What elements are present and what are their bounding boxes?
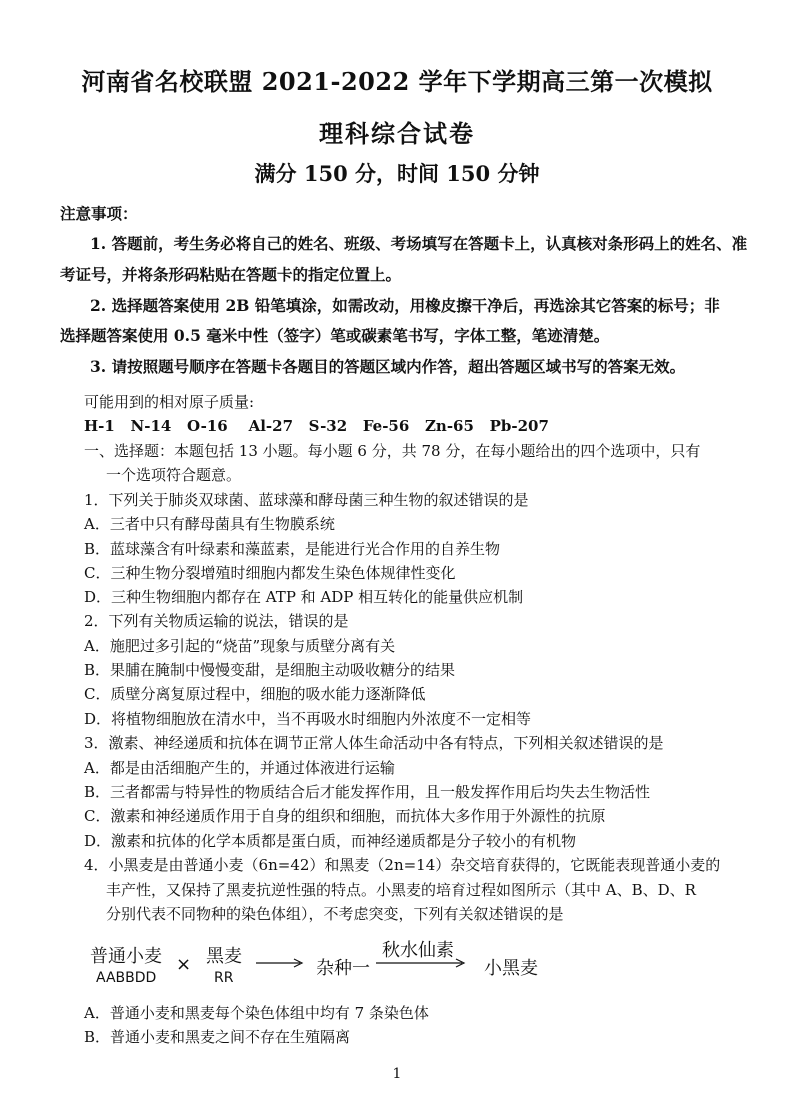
question-4-stem-line-2: 丰产性，又保持了黑麦抗逆性强的特点。小黑麦的培育过程如图所示（其中 A、B、D、R (106, 881, 696, 899)
question-3-stem: 3．激素、神经递质和抗体在调节正常人体生命活动中各有特点，下列相关叙述错误的是 (84, 734, 664, 752)
question-1-option-c: C．三种生物分裂增殖时细胞内都发生染色体规律性变化 (84, 564, 456, 582)
breeding-diagram (80, 940, 580, 992)
question-2-option-a: A．施肥过多引起的“烧苗”现象与质壁分离有关 (84, 637, 396, 655)
diagram-arrow-1 (256, 958, 306, 968)
question-3-option-c: C．激素和神经递质作用于自身的组织和细胞，而抗体大多作用于外源性的抗原 (84, 807, 606, 825)
question-3-option-a: A．都是由活细胞产生的，并通过体液进行运输 (84, 759, 395, 777)
notice-heading: 注意事项： (60, 204, 138, 223)
question-4-option-b: B．普通小麦和黑麦之间不存在生殖隔离 (84, 1028, 351, 1046)
question-4-stem-line-1: 4．小黑麦是由普通小麦（6n=42）和黑麦（2n=14）杂交培育获得的，它既能表现普通小麦的 (84, 856, 721, 874)
section-1-line-2: 一个选项符合题意。 (106, 466, 242, 484)
diagram-hybrid-label: 杂种一 (316, 958, 370, 979)
diagram-wheat-label: 普通小麦 (90, 946, 162, 967)
question-4-stem-line-3: 分别代表不同物种的染色体组），不考虑突变，下列有关叙述错误的是 (106, 905, 564, 923)
diagram-rye-genome: RR (214, 970, 234, 986)
score-time: 满分 150 分，时间 150 分钟 (254, 161, 540, 186)
page-number: 1 (392, 1066, 402, 1082)
atomic-mass-label: 可能用到的相对原子质量: (84, 393, 255, 411)
diagram-rye-label: 黑麦 (206, 946, 242, 967)
notice-item-2-line-2: 选择题答案使用 0.5 毫米中性（签字）笔或碳素笔书写，字体工整，笔迹清楚。 (60, 326, 610, 345)
diagram-wheat-genome: AABBDD (96, 970, 157, 986)
question-3-option-b: B．三者都需与特异性的物质结合后才能发挥作用，且一般发挥作用后均失去生物活性 (84, 783, 651, 801)
question-4-option-a: A．普通小麦和黑麦每个染色体组中均有 7 条染色体 (84, 1004, 429, 1022)
question-1-option-d: D．三种生物细胞内都存在 ATP 和 ADP 相互转化的能量供应机制 (84, 588, 524, 606)
notice-item-1-line-2: 考证号，并将条形码粘贴在答题卡的指定位置上。 (60, 265, 402, 284)
exam-subtitle: 理科综合试卷 (319, 119, 475, 148)
notice-item-2-line-1: 2. 选择题答案使用 2B 铅笔填涂，如需改动，用橡皮擦干净后，再选涂其它答案的标号；非 (90, 296, 720, 315)
notice-item-1-line-1: 1. 答题前，考生务必将自己的姓名、班级、考场填写在答题卡上，认真核对条形码上的姓名、准 (90, 234, 748, 253)
notice-item-3: 3. 请按照题号顺序在答题卡各题目的答题区域内作答，超出答题区域书写的答案无效。 (90, 357, 686, 376)
diagram-arrow-2 (376, 958, 468, 968)
question-1-stem: 1．下列关于肺炎双球菌、蓝球藻和酵母菌三种生物的叙述错误的是 (84, 491, 529, 509)
atomic-mass-values: H-1 N-14 O-16 Al-27 S-32 Fe-56 Zn-65 Pb-207 (84, 417, 549, 435)
question-3-option-d: D．激素和抗体的化学本质都是蛋白质，而神经递质都是分子较小的有机物 (84, 832, 577, 850)
question-1-option-a: A．三者中只有酵母菌具有生物膜系统 (84, 515, 335, 533)
question-2-stem: 2．下列有关物质运输的说法，错误的是 (84, 612, 349, 630)
question-1-option-b: B．蓝球藻含有叶绿素和藻蓝素，是能进行光合作用的自养生物 (84, 540, 501, 558)
question-2-option-d: D．将植物细胞放在清水中，当不再吸水时细胞内外浓度不一定相等 (84, 710, 532, 728)
diagram-treatment-label: 秋水仙素 (382, 940, 454, 961)
question-2-option-c: C．质壁分离复原过程中，细胞的吸水能力逐渐降低 (84, 685, 426, 703)
diagram-product-label: 小黑麦 (484, 958, 538, 979)
section-1-line-1: 一、选择题：本题包括 13 小题。每小题 6 分，共 78 分，在每小题给出的四个选项中，只有 (84, 442, 701, 460)
diagram-cross-symbol: × (176, 954, 192, 975)
question-2-option-b: B．果脯在腌制中慢慢变甜，是细胞主动吸收糖分的结果 (84, 661, 456, 679)
exam-title: 河南省名校联盟 2021-2022 学年下学期高三第一次模拟 (81, 67, 713, 96)
